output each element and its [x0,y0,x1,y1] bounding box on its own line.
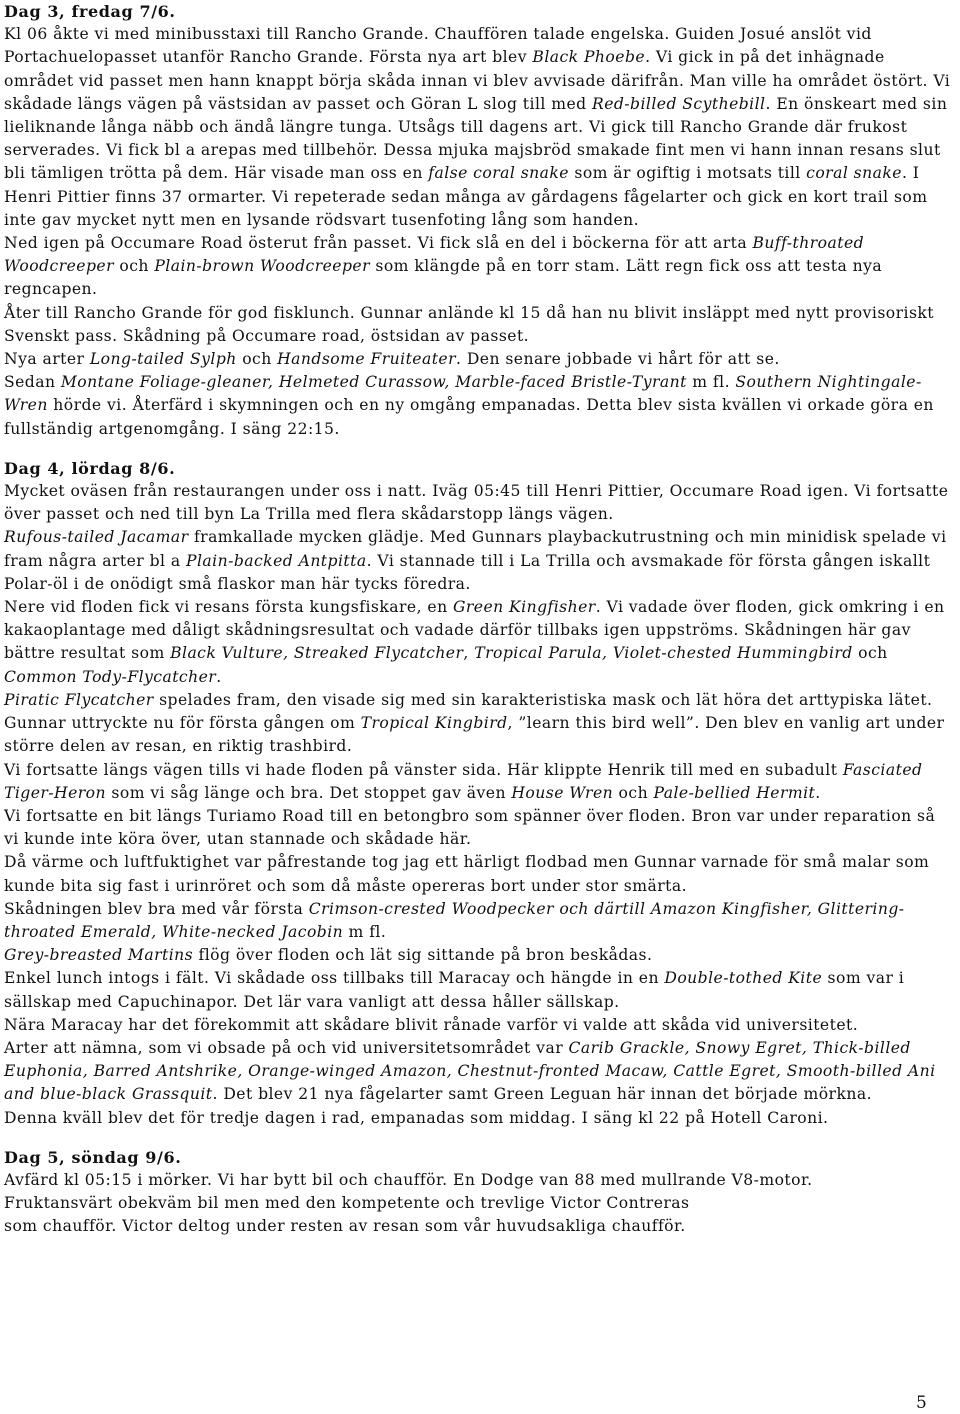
species-name: Tropical Parula, Violet-chested Hummingbird [474,644,853,663]
paragraph-dag5-2: Fruktansvärt obekväm bil men med den kompetente och trevlige Victor Contreras [4,1194,690,1213]
text-run: Ned igen på Occumare Road österut från passet. Vi fick slå en del i böckerna för att arta [4,234,753,253]
text-run: som är ogiftig i motsats till [568,164,807,183]
species-name: Buff-throated Woodcreeper [4,234,865,276]
text-run: och [114,257,155,276]
paragraph-dag4-7: Då värme och luftfuktighet var påfrestande tog jag ett härligt flodbad men Gunnar varnade för små malar som kunde bita sig fast i urinröret och som då måste opereras bort under stor smärta. [4,853,930,895]
species-name: House Wren [511,783,614,802]
species-name: Black Vulture, Streaked Flycatcher [170,644,464,663]
text-run: , ”learn this bird well”. Den blev en vanlig art under större delen av resan, en riktig trashbird. [4,714,945,756]
document-body [4,0,954,1239]
paragraph-dag4-12 [4,1037,954,1107]
species-name: Pale-bellied Hermit [653,783,816,802]
species-name: Fasciated Tiger-Heron [4,760,923,802]
species-name: Tropical Kingbird [360,714,508,733]
paragraph-dag4-2 [4,526,954,596]
text-run: och [852,644,888,663]
text-run: m fl. [686,373,736,392]
text-run: . Det blev 21 nya fågelarter samt Green Leguan här innan det började mörkna. [212,1085,872,1104]
paragraph-dag4-10 [4,967,954,1013]
heading-dag-3: Dag 3, fredag 7/6. [4,2,176,21]
species-name: Southern Nightingale-Wren [4,373,922,415]
paragraph-dag4-5 [4,759,954,805]
text-run: Nya arter [4,350,90,369]
text-run: som klängde på en torr stam. Lätt regn fick oss att testa nya regncapen. [4,257,883,299]
species-name: Common Tody-Flycatcher [4,667,217,686]
species-name: Red-billed Scythebill [592,94,766,113]
text-run: m fl. [343,922,387,941]
species-name: Rufous-tailed Jacamar [4,528,189,547]
text-run: hörde vi. Återfärd i skymningen och en ny omgång empanadas. Detta blev sista kvällen vi orkade göra en fullständig artgenomgång. I säng 22:15. [4,396,934,438]
paragraph-dag4-13: Denna kväll blev det för tredje dagen i rad, empanadas som middag. I säng kl 22 på Hotell Caroni. [4,1108,829,1127]
paragraph-dag3-1 [4,23,954,232]
species-name: Crimson-crested Woodpecker och därtill Amazon Kingfisher, Glittering-throated Emerald, White-necked Jacobin [4,899,905,941]
text-run: . Vi stannade till i La Trilla och avsmakade för första gången iskallt Polar-öl i de onödigt små flaskor man här tycks föredra. [4,551,931,593]
species-name: Green Kingfisher [452,598,596,617]
text-run: Enkel lunch intogs i fält. Vi skådade oss tillbaks till Maracay och hängde in en [4,969,665,988]
paragraph-dag3-2 [4,232,954,302]
species-name: Piratic Flycatcher [4,690,154,709]
text-run: Arter att nämna, som vi obsade på och vid universitetsområdet var [4,1038,569,1057]
species-name: Black Phoebe [532,48,646,67]
text-run: Nere vid floden fick vi resans första kungsfiskare, en [4,598,453,617]
text-run: . Den senare jobbade vi hårt för att se. [456,350,780,369]
paragraph-dag5-1: Avfärd kl 05:15 i mörker. Vi har bytt bil och chaufför. En Dodge van 88 med mullrande V8-motor. [4,1170,813,1189]
paragraph-dag4-6: Vi fortsatte en bit längs Turiamo Road till en betongbro som spänner över floden. Bron var under reparation så vi kunde inte köra över, utan stannade och skådade här. [4,806,936,849]
species-name: Carib Grackle, Snowy Egret, Thick-billed Euphonia, Barred Antshrike, Orange-winged Amazon, Chestnut-fronted Macaw, Cattle Egret, Smooth-billed Ani and blue-black Grassquit [4,1038,936,1104]
paragraph-dag3-3: Åter till Rancho Grande för god fisklunch. Gunnar anlände kl 15 då han nu blivit insläppt med nytt provisoriskt Svenskt pass. Skådning på Occumare road, östsidan av passet. [4,303,935,345]
text-run: spelades fram, den visade sig med sin karakteristiska mask och lät höra det arttypiska lätet. Gunnar uttryckte nu för första gången om [4,690,933,733]
text-run: och [613,783,654,802]
paragraph-dag4-11: Nära Maracay har det förekommit att skådare blivit rånade varför vi valde att skåda vid universitetet. [4,1015,859,1034]
species-name: Double-tothed Kite [664,969,823,988]
heading-dag-5: Dag 5, söndag 9/6. [4,1147,182,1167]
species-name: Plain-backed Antpitta [186,551,367,570]
text-run: framkallade mycken glädje. Med Gunnars playbackutrustning och min minidisk spelade vi fram några arter bl a [4,528,947,570]
species-name: Grey-breasted Martins [4,946,194,965]
text-run: Skådningen blev bra med vår första [4,899,309,918]
text-run: . I Henri Pittier finns 37 ormarter. Vi repeterade sedan många av gårdagens fågelarter och gick en kort trail som inte gav mycket nytt men en lysande rödsvart tusenfoting lång som handen. [4,164,928,229]
paragraph-dag4-9 [4,944,954,967]
paragraph-dag4-4 [4,689,954,759]
text-run: Kl 06 åkte vi med minibusstaxi till Rancho Grande. Chauffören talade engelska. Guiden Josué anslöt vid Portachuelopasset utanför Rancho Grande. Första nya art blev [4,25,872,67]
text-run: . [815,783,821,802]
text-run: . [216,667,222,686]
paragraph-dag5-3: som chaufför. Victor deltog under resten av resan som vår huvudsakliga chaufför. [4,1217,686,1236]
species-name: false coral snake [428,164,569,183]
text-run: flög över floden och lät sig sittande på bron beskådas. [193,946,653,965]
text-run: , [463,644,475,663]
text-run: . Vi vadade över floden, gick omkring i en kakaoplantage med dåligt skådningsresultat och vadade därför tillbaks igen uppströms. Skådningen här gav bättre resultat som [4,598,945,663]
page-number: 5 [916,1393,927,1413]
heading-dag-4: Dag 4, lördag 8/6. [4,458,176,478]
paragraph-dag4-8 [4,898,954,944]
text-run: som var i sällskap med Capuchinapor. Det lär vara vanligt att dessa håller sällskap. [4,969,905,1011]
paragraph-dag4-3 [4,596,954,689]
paragraph-dag4-1: Mycket oväsen från restaurangen under oss i natt. Iväg 05:45 till Henri Pittier, Occumare Road igen. Vi fortsatte över passet och ned till byn La Trilla med flera skådarstopp längs vägen. [4,482,949,524]
text-run: Sedan [4,373,61,392]
paragraph-dag3-4 [4,348,954,371]
paragraph-dag3-5 [4,371,954,441]
text-run: och [236,350,278,369]
text-run: . Vi gick in på det inhägnade området vid passet men hann knappt börja skåda innan vi blev avvisade därifrån. Man ville ha området östört. Vi skådade längs vägen på västsidan av passet och Göran L slog till med [4,48,951,113]
species-name: Montane Foliage-gleaner, Helmeted Curassow, Marble-faced Bristle-Tyrant [60,373,687,392]
text-run: . En önskeart med sin lieliknande långa näbb och ändå längre tunga. Utsågs till dagens art. Vi gick till Rancho Grande där frukost serverades. Vi fick bl a arepas med tillbehör. Dessa mjuka majsbröd smakade fint men vi hann innan resans slut bli tämligen trötta på dem. Här visade man oss en [4,94,948,183]
species-name: coral snake [806,164,902,183]
species-name: Plain-brown Woodcreeper [154,257,370,276]
text-run: som vi såg länge och bra. Det stoppet gav även [106,783,512,802]
species-name: Long-tailed Sylph [89,350,237,369]
species-name: Handsome Fruiteater [277,350,457,369]
text-run: Vi fortsatte längs vägen tills vi hade floden på vänster sida. Här klippte Henrik till med en subadult [4,760,843,779]
